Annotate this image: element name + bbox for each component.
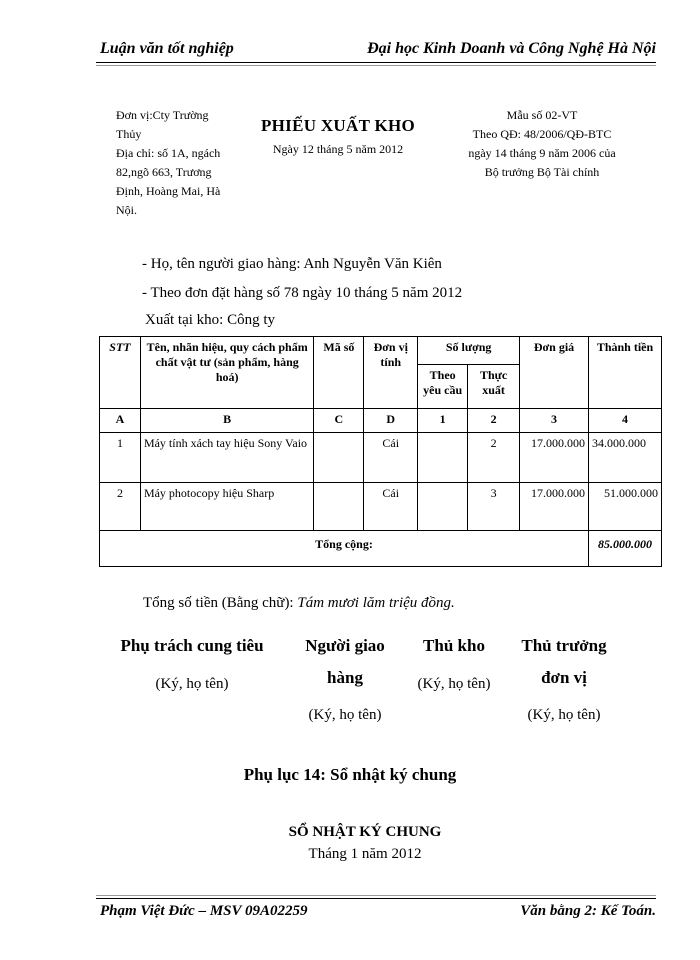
row-requested	[418, 433, 468, 483]
code-cell: 4	[589, 409, 662, 433]
footer-divider-shadow	[96, 895, 656, 896]
appendix-title: Phụ lục 14: Sổ nhật ký chung	[243, 765, 457, 784]
journal-title: SỔ NHẬT KÝ CHUNG	[288, 824, 442, 840]
order-reference: - Theo đơn đặt hàng số 78 ngày 10 tháng 5 năm 2012	[142, 285, 463, 301]
unit-info-line: Định, Hoàng Mai, Hà	[116, 184, 221, 198]
signature-title-deliverer: Người giao	[305, 636, 385, 655]
signature-note: (Ký, họ tên)	[155, 676, 229, 692]
total-in-words	[143, 595, 455, 612]
row-unit-price: 17.000.000	[520, 433, 589, 483]
total-value: 85.000.000	[589, 531, 662, 567]
form-info-line: ngày 14 tháng 9 năm 2006 của	[468, 146, 616, 160]
footer-degree: Văn bằng 2: Kế Toán.	[520, 903, 656, 919]
header-stt: STT	[100, 337, 141, 409]
header-divider-shadow	[96, 65, 656, 66]
form-info	[452, 106, 632, 182]
journal-period: Tháng 1 năm 2012	[308, 846, 422, 862]
form-info-line: Bộ trưởng Bộ Tài chính	[484, 165, 600, 179]
row-requested	[418, 483, 468, 531]
code-cell: C	[314, 409, 364, 433]
signature-note: (Ký, họ tên)	[417, 676, 491, 692]
code-cell: 3	[520, 409, 589, 433]
header-actual: Thực xuất	[468, 365, 520, 409]
slip-title: PHIẾU XUẤT KHO	[260, 116, 416, 135]
deliverer-name: - Họ, tên người giao hàng: Anh Nguyễn Văn Kiên	[142, 256, 442, 272]
signature-title-head: Thủ trưởng	[521, 636, 607, 655]
total-label: Tổng cộng:	[100, 531, 589, 567]
form-info-line: Theo QĐ: 48/2006/QĐ-BTC	[472, 127, 612, 141]
signature-note: (Ký, họ tên)	[308, 707, 382, 723]
row-actual: 2	[468, 433, 520, 483]
total-words-label: Tổng số tiền (Bằng chữ):	[143, 595, 294, 611]
slip-title-block	[250, 116, 426, 157]
code-cell: 1	[418, 409, 468, 433]
form-info-line: Mẫu số 02-VT	[506, 108, 578, 122]
signature-title-supply: Phụ trách cung tiêu	[120, 636, 264, 655]
unit-info-line: 82,ngõ 663, Trương	[116, 165, 212, 179]
row-amount: 34.000.000	[589, 433, 662, 483]
row-unit: Cái	[364, 483, 418, 531]
slip-date: Ngày 12 tháng 5 năm 2012	[272, 142, 404, 156]
row-amount: 51.000.000	[589, 483, 662, 531]
warehouse-location: Xuất tại kho: Công ty	[145, 312, 275, 328]
header-thesis-label: Luận văn tốt nghiệp	[100, 40, 234, 57]
header-university-name: Đại học Kinh Doanh và Công Nghệ Hà Nội	[367, 40, 656, 57]
goods-table	[99, 336, 662, 567]
row-unit-price: 17.000.000	[520, 483, 589, 531]
code-cell: B	[140, 409, 314, 433]
row-actual: 3	[468, 483, 520, 531]
signature-title-deliverer-line2: hàng	[327, 668, 363, 687]
table-row	[100, 433, 662, 483]
code-cell: D	[364, 409, 418, 433]
row-code	[314, 483, 364, 531]
unit-info-line: Đơn vị:Cty Trường	[116, 108, 209, 122]
row-unit: Cái	[364, 433, 418, 483]
unit-info-line: Địa chỉ: số 1A, ngách	[116, 146, 221, 160]
unit-info-line: Nội.	[116, 203, 137, 217]
unit-info-line: Thủy	[116, 127, 142, 141]
total-row	[100, 531, 662, 567]
footer-author: Phạm Việt Đức – MSV 09A02259	[100, 903, 308, 919]
row-item-name: Máy tính xách tay hiệu Sony Vaio	[140, 433, 314, 483]
total-words-value: Tám mươi lăm triệu đồng.	[297, 595, 455, 611]
header-amount: Thành tiền	[589, 337, 662, 409]
signature-title-head-line2: đơn vị	[541, 668, 587, 687]
signature-title-storekeeper: Thủ kho	[423, 636, 485, 655]
signature-note: (Ký, họ tên)	[527, 707, 601, 723]
row-code	[314, 433, 364, 483]
table-row	[100, 483, 662, 531]
code-cell: A	[100, 409, 141, 433]
code-cell: 2	[468, 409, 520, 433]
header-divider	[96, 62, 656, 63]
unit-info	[116, 106, 234, 220]
header-quantity: Số lượng	[418, 337, 520, 365]
row-stt: 1	[100, 433, 141, 483]
header-unit: Đơn vị tính	[364, 337, 418, 409]
header-requested: Theo yêu cầu	[418, 365, 468, 409]
row-stt: 2	[100, 483, 141, 531]
header-item-name: Tên, nhãn hiệu, quy cách phẩm chất vật tư (sản phẩm, hàng hoá)	[140, 337, 314, 409]
header-code: Mã số	[314, 337, 364, 409]
footer-divider	[96, 898, 656, 899]
header-unit-price: Đơn giá	[520, 337, 589, 409]
row-item-name: Máy photocopy hiệu Sharp	[140, 483, 314, 531]
